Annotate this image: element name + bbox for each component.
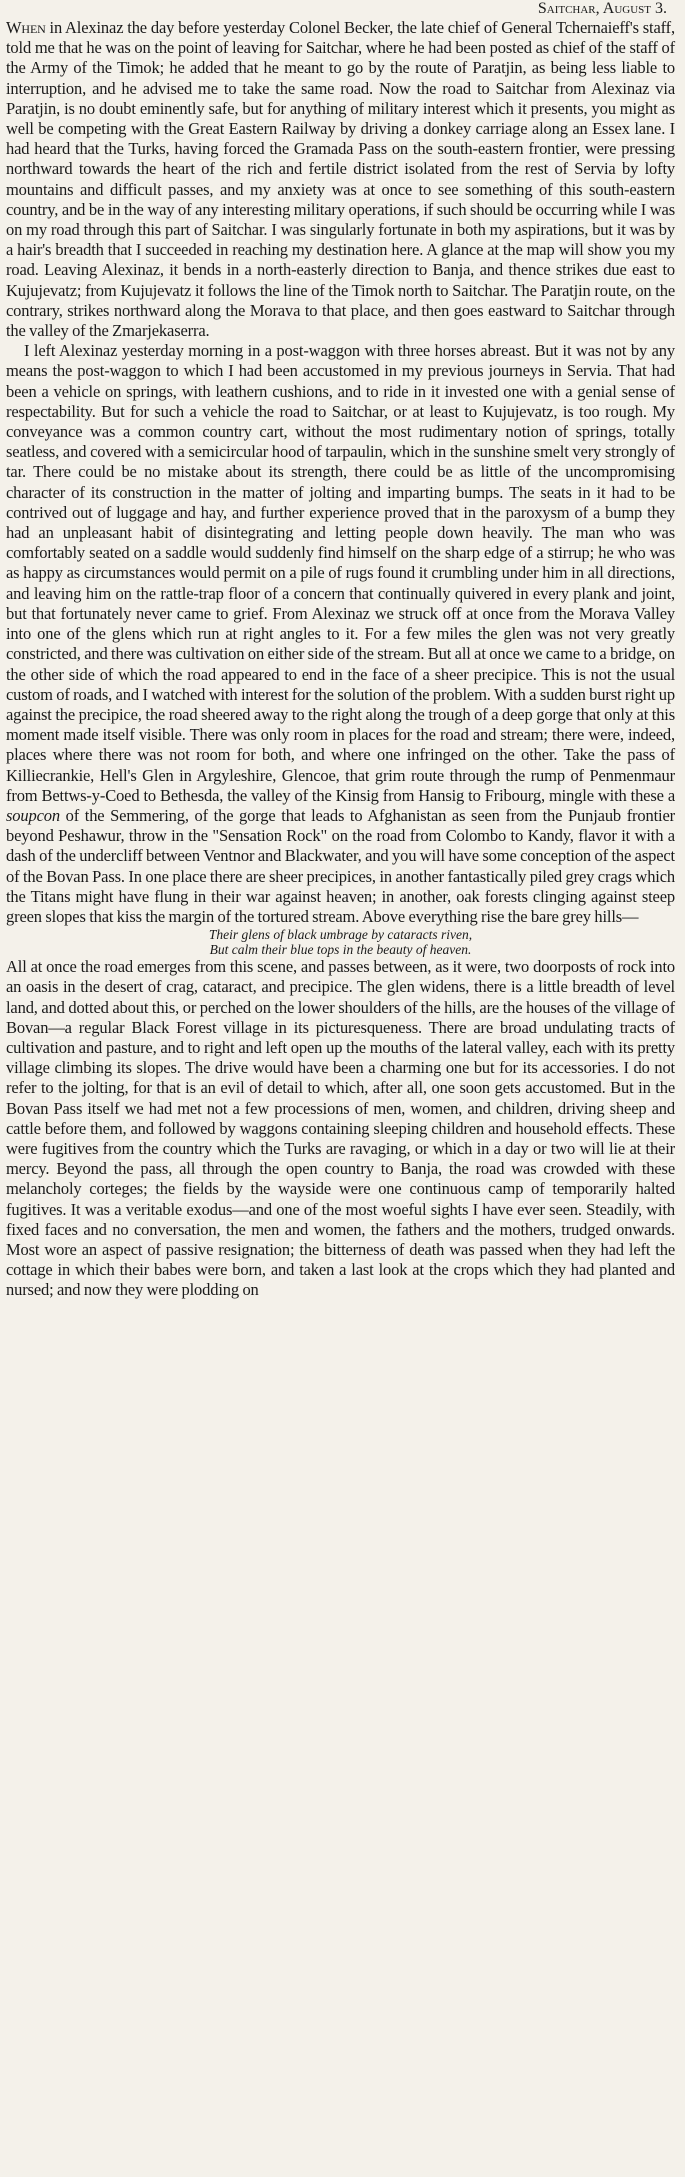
italic-word: soupcon <box>6 805 60 825</box>
paragraph-3: All at once the road emerges from this scene, and passes between, as it were, two doorposts of rock into an oasis in the desert of crag, cataract, and precipice. The glen widens, there is a little breadth of level land, and dotted about this, or perched on the lower shoulders of the hills, are the houses of the village of Bovan—a regular Black Forest village in its picturesqueness. There are broad undulating tracts of cultivation and pasture, and to right and left open up the mouths of the lateral valley, each with its pretty village climbing its slopes. The drive would have been a charming one but for its accessories. I do not refer to the jolting, for that is an evil of detail to which, after all, one soon gets accustomed. But in the Bovan Pass itself we had met not a few processions of men, women, and children, driving sheep and cattle before them, and followed by waggons containing sleeping children and household effects. These were fugitives from the country which the Turks are ravaging, or which in a day or two will lie at their mercy. Beyond the pass, all through the open country to Banja, the road was crowded with these melancholy corteges; the fields by the wayside were one continuous camp of temporarily halted fugitives. It was a veritable exodus—and one of the most woeful sights I have ever seen. Steadily, with fixed faces and no conversation, the men and women, the fathers and the mothers, trudged onwards. Most wore an aspect of passive resignation; the bitterness of death was passed when they had left the cottage in which their babes were born, and taken a last look at the crops which they had planted and nursed; and now they were plodding on <box>6 957 675 1300</box>
paragraph-2-text-b: of the Semmering, of the gorge that leads to Afghanistan as seen from the Punjaub frontier beyond Peshawur, throw in the "Sensation Rock" on the road from Colombo to Kandy, flavor it with a dash of the undercliff between Ventnor and Blackwater, and you will have some conception of the aspect of the Bovan Pass. In one place there are sheer precipices, in another fantastically piled grey crags which the Titans might have flung in their war against heaven; in another, oak forests clinging against steep green slopes that kiss the margin of the tortured stream. Above everything rise the bare grey hills— <box>6 805 675 926</box>
lead-word: When <box>6 18 46 37</box>
verse-quote <box>6 927 675 957</box>
paragraph-2-text-a: I left Alexinaz yesterday morning in a post-waggon with three horses abreast. But it was not by any means the post-waggon to which I had been accustomed in my previous journeys in Servia. That had been a vehicle on springs, with leathern cushions, and to ride in it invested one with a genial sense of respectability. But for such a vehicle the road to Saitchar, or at least to Kujujevatz, is too rough. My conveyance was a common country cart, without the most rudimentary notion of springs, totally seatless, and covered with a semicircular hood of tarpaulin, which in the sunshine smelt very strongly of tar. There could be no mistake about its strength, there could be as little of the uncompromising character of its construction in the matter of jolting and imparting bumps. The seats in it had to be contrived out of luggage and hay, and further experience proved that in the paroxysm of a bump they had an unpleasant habit of disintegrating and letting people down heavily. The man who was comfortably seated on a saddle would suddenly find himself on the sharp edge of a stirrup; he who was as happy as circumstances would permit on a pile of rugs found it crumbling under him in all directions, and leaving him on the rattle-trap floor of a concern that continually quivered in every plank and joint, but that fortunately never came to grief. From Alexinaz we struck off at once from the Morava Valley into one of the glens which run at right angles to it. For a few miles the glen was not very greatly constricted, and there was cultivation on either side of the stream. But all at once we came to a bridge, on the other side of which the road appeared to end in the face of a sheer precipice. This is not the usual custom of roads, and I watched with interest for the solution of the problem. With a sudden burst right up against the precipice, the road sheered away to the right along the trough of a deep gorge that only at this moment made itself visible. There was only room in places for the road and stream; there were, indeed, places where there was not room for both, and where one infringed on the other. Take the pass of Killiecrankie, Hell's Glen in Argyleshire, Glencoe, that grim route through the rump of Penmenmaur from Bettws-y-Coed to Bethesda, the valley of the Kinsig from Hansig to Fribourg, mingle with these a <box>6 341 675 805</box>
paragraph-2 <box>6 341 675 927</box>
verse-line-2: But calm their blue tops in the beauty of heaven. <box>209 942 472 958</box>
dateline: Saitchar, August 3. <box>537 0 667 17</box>
paragraph-1 <box>6 18 675 341</box>
paragraph-1-text: in Alexinaz the day before yesterday Colonel Becker, the late chief of General Tchernaieff's staff, told me that he was on the point of leaving for Saitchar, where he had been posted as chief of the staff of the Army of the Timok; he added that he meant to go by the route of Paratjin, as being less liable to interruption, and he advised me to take the same road. Now the road to Saitchar from Alexinaz via Paratjin, is no doubt eminently safe, but for anything of military interest which it presents, you might as well be competing with the Great Eastern Railway by driving a donkey carriage along an Essex lane. I had heard that the Turks, having forced the Gramada Pass on the south-eastern frontier, were pressing northward towards the heart of the rich and fertile district isolated from the rest of Servia by lofty mountains and difficult passes, and my anxiety was at once to see something of this south-eastern country, and be in the way of any interesting military operations, if such should be occurring while I was on my road through this part of Saitchar. I was singularly fortunate in both my aspirations, but it was by a hair's breadth that I succeeded in reaching my destination here. A glance at the map will show you my road. Leaving Alexinaz, it bends in a north-easterly direction to Banja, and thence strikes due east to Kujujevatz; from Kujujevatz it follows the line of the Timok north to Saitchar. The Paratjin route, on the contrary, strikes northward along the Morava to that place, and then goes eastward to Saitchar through the valley of the Zmarjekaserra. <box>6 18 675 341</box>
verse-line-1: Their glens of black umbrage by cataracts riven, <box>208 927 473 943</box>
